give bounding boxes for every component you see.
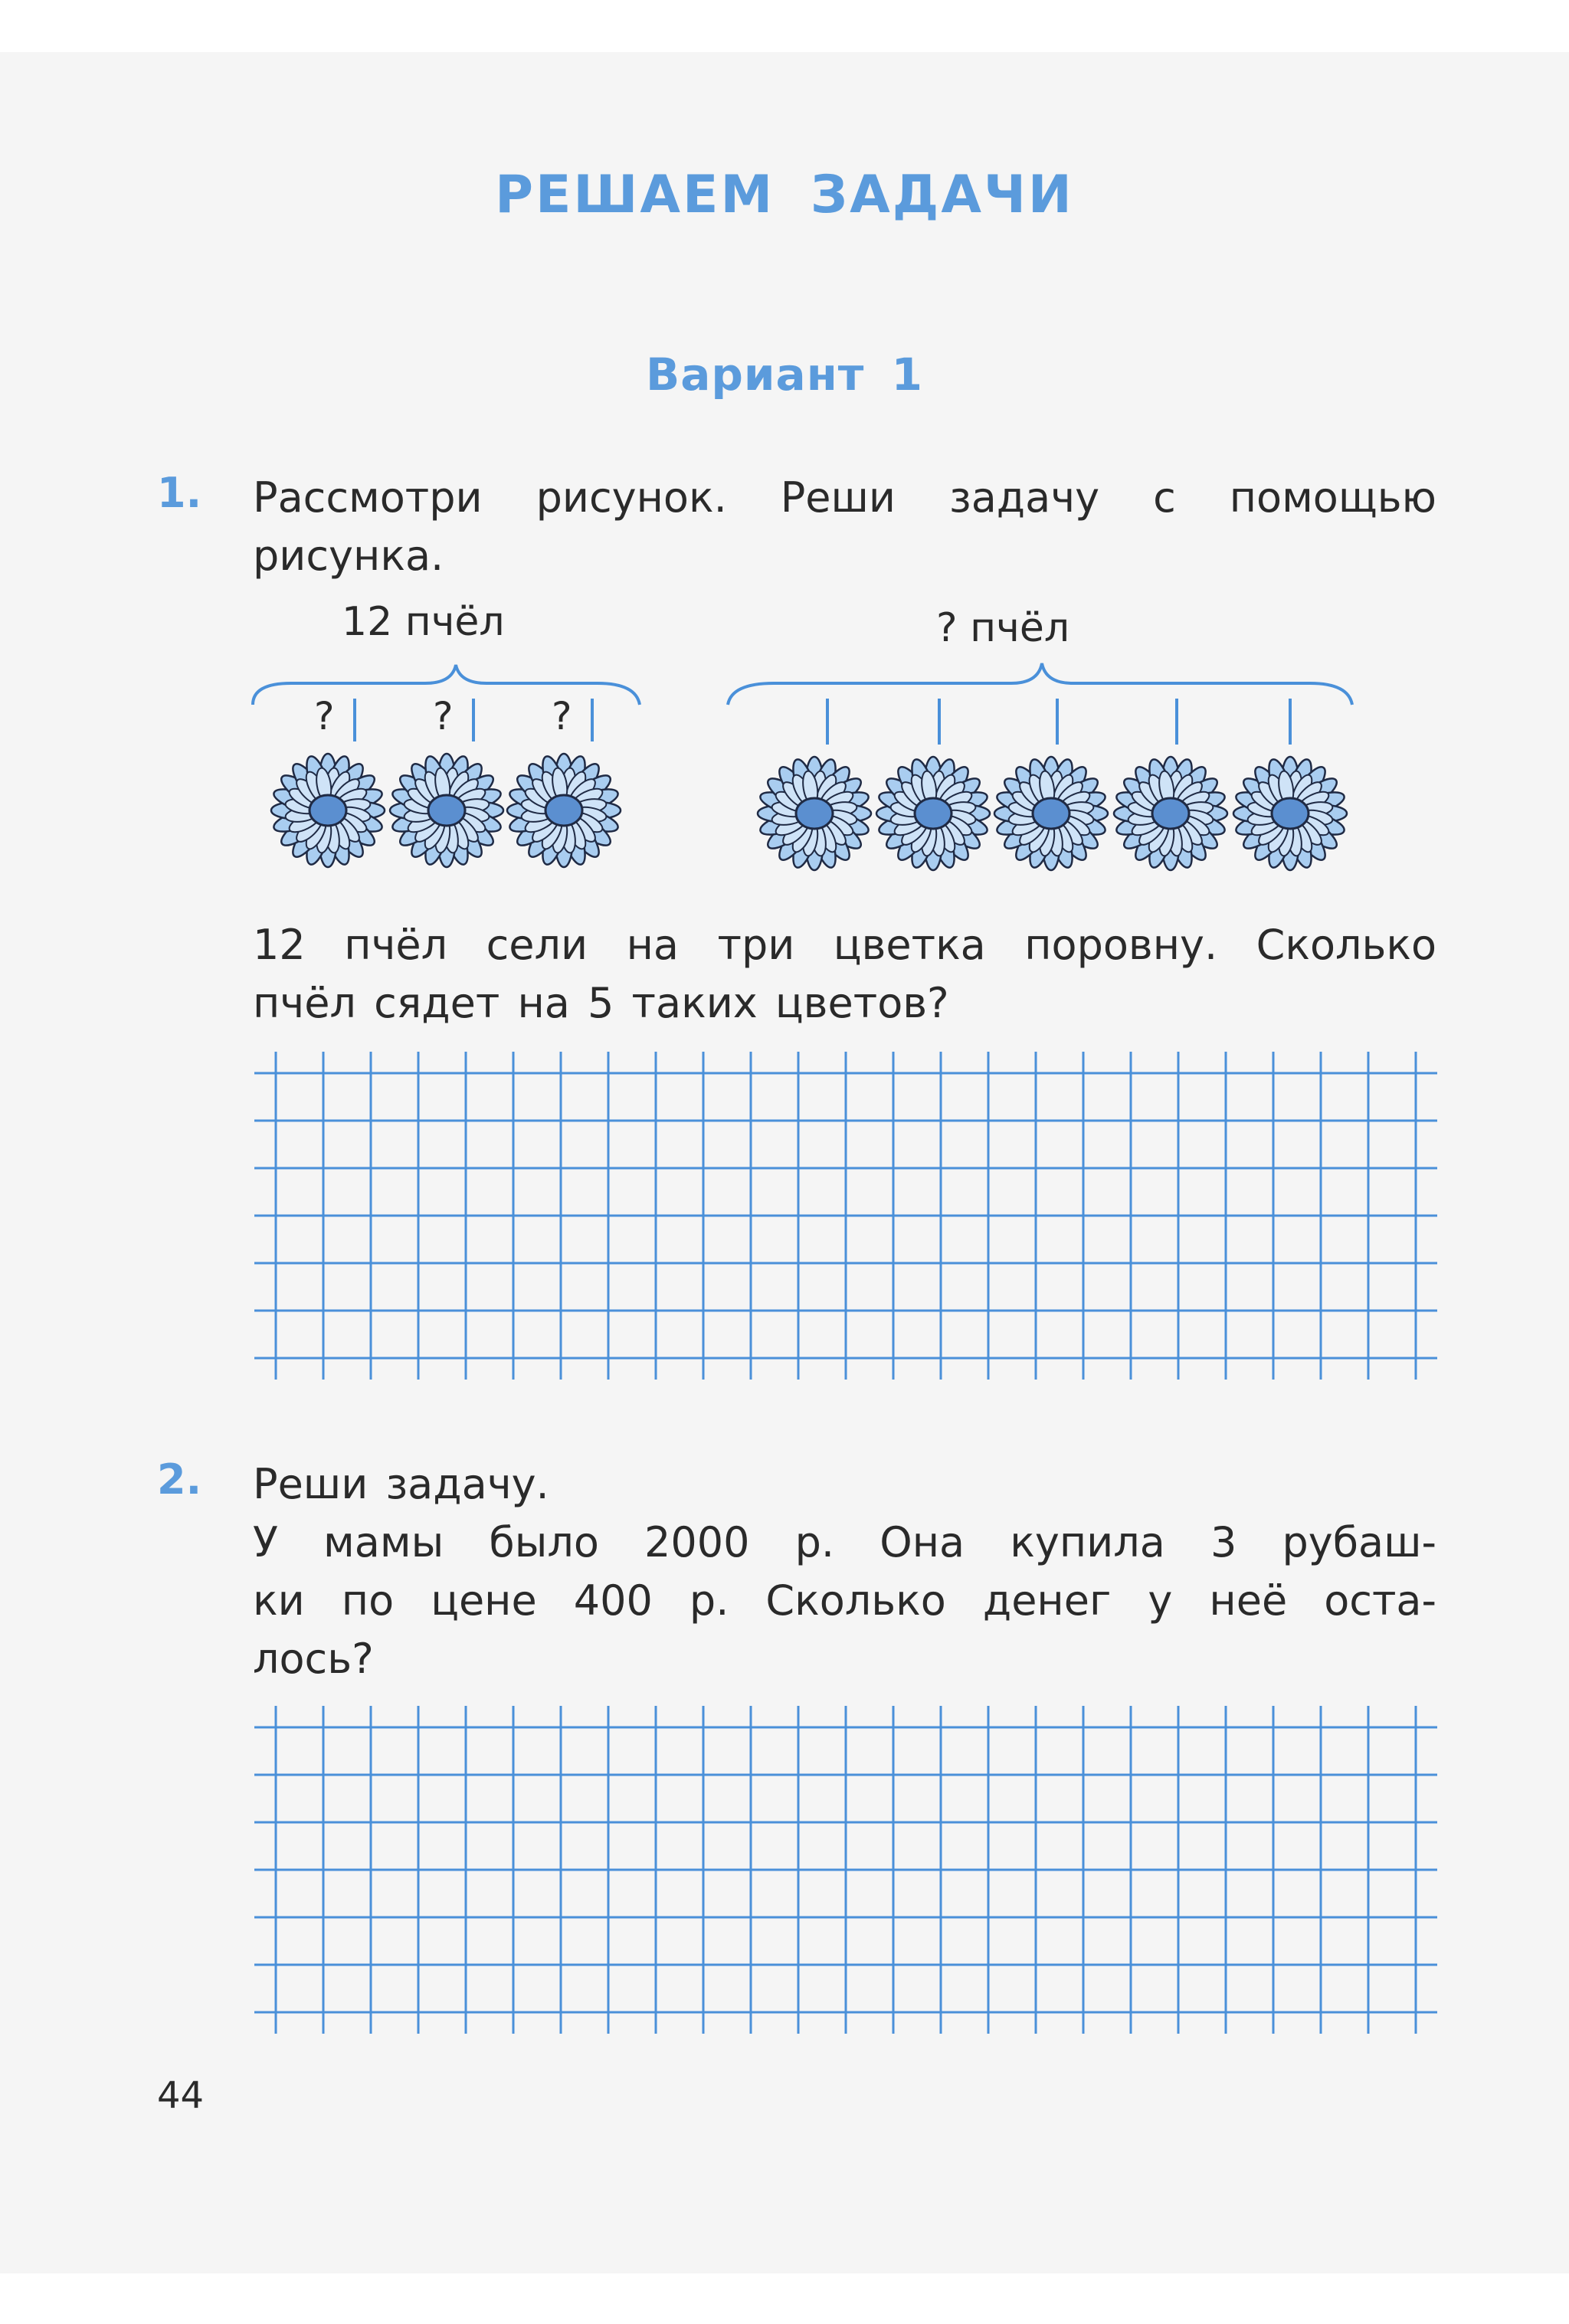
question-mark-1: ? <box>314 694 335 738</box>
flower-icon <box>390 754 503 867</box>
right-group-label: ? пчёл <box>936 605 1070 651</box>
right-group-brace <box>728 663 1352 705</box>
task-2-number: 2. <box>157 1455 202 1504</box>
flower-icon <box>1233 757 1347 870</box>
task-2-problem-line-1: У мамы было 2000 р. Она купила 3 рубаш- <box>253 1518 1436 1566</box>
left-group-brace <box>253 665 640 705</box>
flower-icon <box>507 754 621 867</box>
variant-heading: Вариант 1 <box>646 349 923 401</box>
task-2-answer-grid[interactable] <box>254 1706 1437 2034</box>
flower-icon <box>994 757 1108 870</box>
left-group-label: 12 пчёл <box>342 599 505 645</box>
task-2-problem-line-3: лось? <box>253 1635 374 1683</box>
task-1-instruction-line-1: Рассмотри рисунок. Реши задачу с помощью <box>253 473 1436 522</box>
task-2-problem-line-2: ки по цене 400 р. Сколько денег у неё оста- <box>253 1576 1436 1625</box>
task-1-instruction-line-2: рисунка. <box>253 532 444 580</box>
question-mark-3: ? <box>552 694 572 738</box>
task-1-number: 1. <box>157 469 202 517</box>
flower-icon <box>876 757 990 870</box>
task-2-instruction: Реши задачу. <box>253 1460 549 1508</box>
question-mark-2: ? <box>433 694 454 738</box>
task-1-answer-grid[interactable] <box>254 1052 1437 1380</box>
flower-icon <box>758 757 871 870</box>
task-1-problem <box>253 916 1436 1033</box>
flower-icon <box>271 754 385 867</box>
page-title: РЕШАЕМ ЗАДАЧИ <box>495 165 1074 225</box>
task-1-problem-line-1: 12 пчёл сели на три цветка поровну. Сколько <box>253 921 1436 969</box>
task-2-text <box>253 1455 1436 1688</box>
page-number: 44 <box>157 2074 205 2117</box>
flower-icon <box>1114 757 1227 870</box>
task-1-problem-line-2: пчёл сядет на 5 таких цветов? <box>253 979 949 1027</box>
